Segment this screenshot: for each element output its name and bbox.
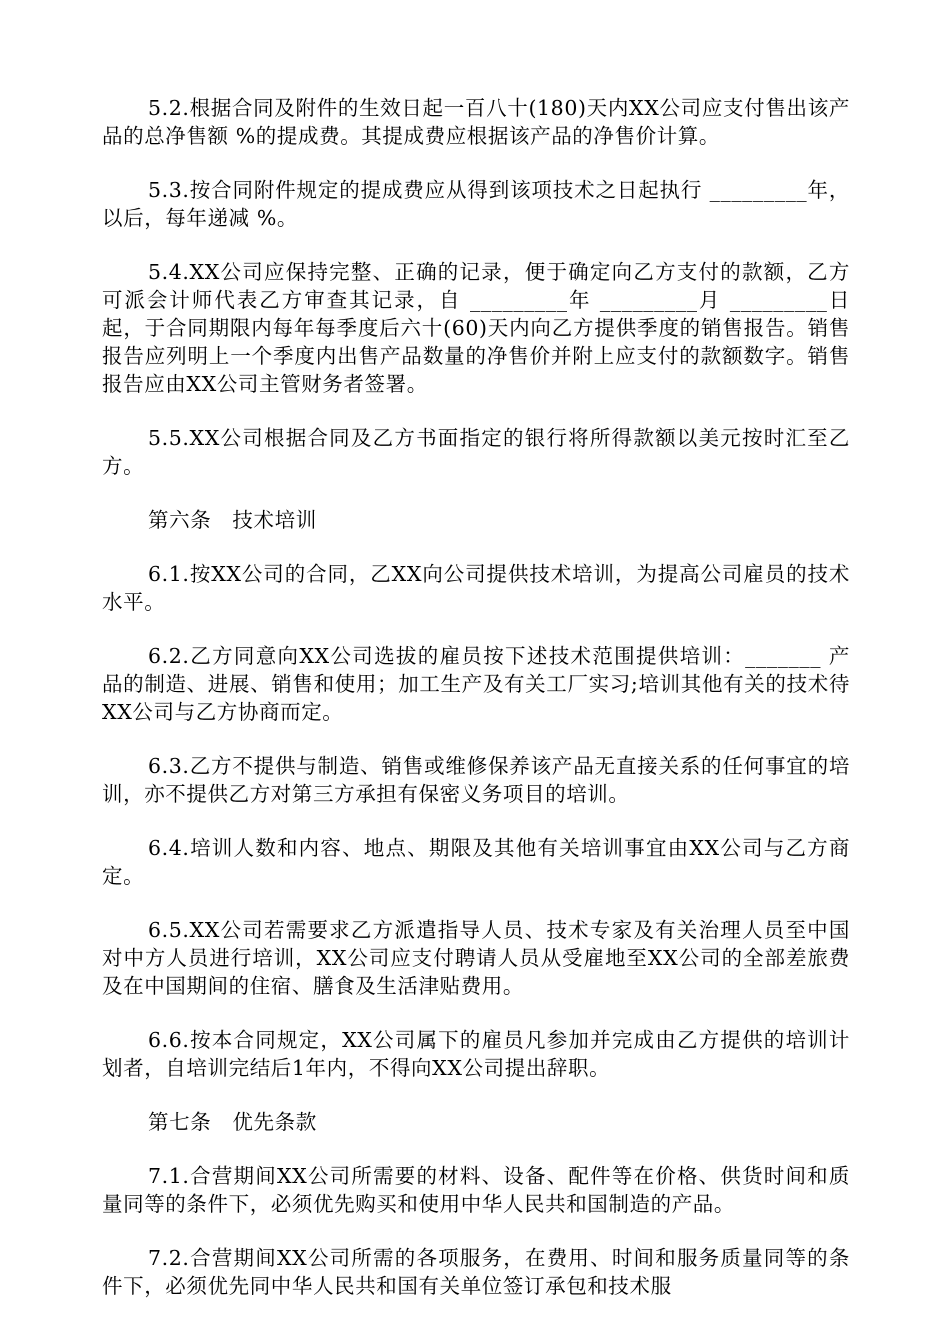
clause-5-3: 5.3.按合同附件规定的提成费应从得到该项技术之日起执行 _________年，以后，每年递减 %。: [102, 178, 850, 230]
clause-5-4: 5.4.XX公司应保持完整、正确的记录，便于确定向乙方支付的款额，乙方可派会计师代表乙方审查其记录，自 _________年 _________月 _________日起，于合同期限内每年每季度后六十(60)天内向乙方提供季度的销售报告。销售报告应列明上一个季度内出售产品数量的净售价并附上应支付的款额数字。销售报告应由XX公司主管财务者签署。: [102, 260, 850, 396]
clause-5-2: 5.2.根据合同及附件的生效日起一百八十(180)天内XX公司应支付售出该产品的总净售额 %的提成费。其提成费应根据该产品的净售价计算。: [102, 96, 850, 148]
article-6-heading: 第六条 技术培训: [148, 508, 317, 532]
clause-6-3: 6.3.乙方不提供与制造、销售或维修保养该产品无直接关系的任何事宜的培训，亦不提供乙方对第三方承担有保密义务项目的培训。: [102, 754, 850, 806]
clause-6-5: 6.5.XX公司若需要求乙方派遣指导人员、技术专家及有关治理人员至中国对中方人员进行培训，XX公司应支付聘请人员从受雇地至XX公司的全部差旅费及在中国期间的住宿、膳食及生活津贴费用。: [102, 918, 850, 998]
clause-7-2: 7.2.合营期间XX公司所需的各项服务，在费用、时间和服务质量同等的条件下，必须优先同中华人民共和国有关单位签订承包和技术服: [102, 1246, 850, 1298]
clause-5-5: 5.5.XX公司根据合同及乙方书面指定的银行将所得款额以美元按时汇至乙方。: [102, 426, 850, 478]
clause-6-4: 6.4.培训人数和内容、地点、期限及其他有关培训事宜由XX公司与乙方商定。: [102, 836, 850, 888]
document-page: [102, 94, 850, 1326]
clause-6-2: 6.2.乙方同意向XX公司选拔的雇员按下述技术范围提供培训：_______ 产品的制造、进展、销售和使用；加工生产及有关工厂实习;培训其他有关的技术待XX公司与乙方协商而定。: [102, 644, 850, 724]
clause-6-1: 6.1.按XX公司的合同，乙XX向公司提供技术培训，为提高公司雇员的技术水平。: [102, 562, 850, 614]
clause-7-1: 7.1.合营期间XX公司所需要的材料、设备、配件等在价格、供货时间和质量同等的条件下，必须优先购买和使用中华人民共和国制造的产品。: [102, 1164, 850, 1216]
clause-6-6: 6.6.按本合同规定，XX公司属下的雇员凡参加并完成由乙方提供的培训计划者，自培训完结后1年内，不得向XX公司提出辞职。: [102, 1028, 850, 1080]
article-7-heading: 第七条 优先条款: [148, 1110, 317, 1134]
